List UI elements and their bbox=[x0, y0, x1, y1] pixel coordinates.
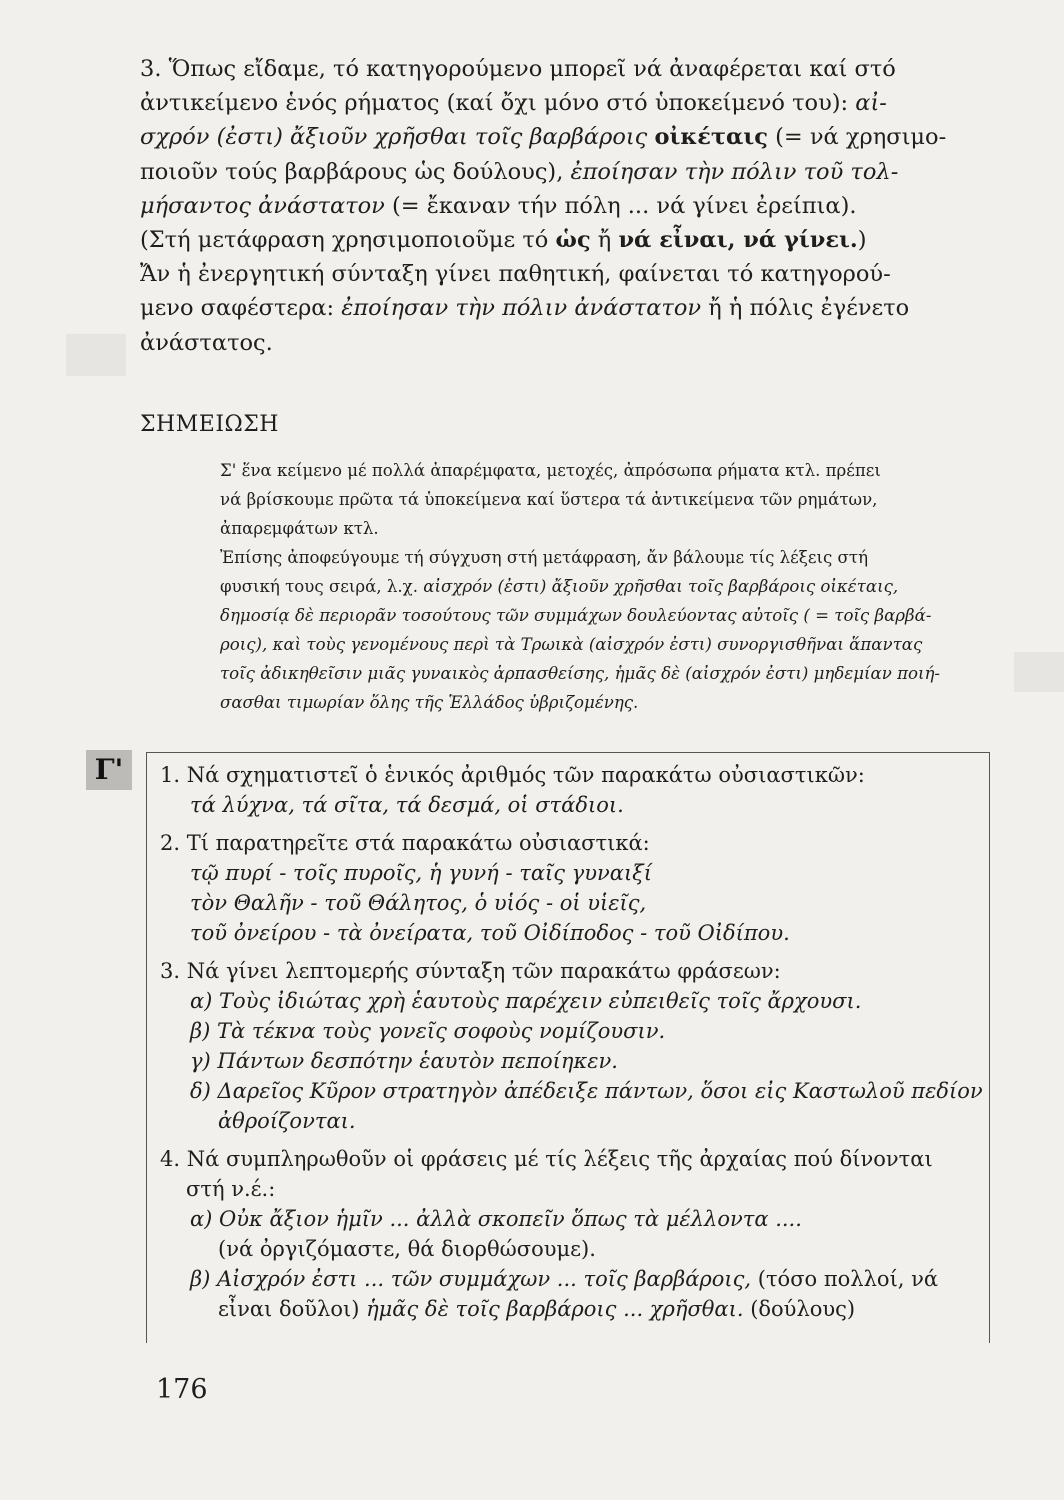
note-line: σασθαι τιμωρίαν ὅλης τῆς Ἑλλάδος ὑβριζομένης. bbox=[220, 693, 639, 712]
text-line: (Στή μετάφραση χρησιμοποιοῦμε τό ὡς ἤ νά εἶναι, νά γίνει.) bbox=[140, 227, 867, 254]
exercise-line: β) Αἰσχρόν ἐστι ... τῶν συμμάχων ... τοῖς βαρβάροις, (τόσο πολλοί, νά bbox=[190, 1267, 939, 1291]
text-line: ποιοῦν τούς βαρβάρους ὡς δούλους), ἐποίησαν τὴν πόλιν τοῦ τολ- bbox=[140, 158, 899, 185]
text-line: ἀντικείμενο ἑνός ρήματος (καί ὄχι μόνο στό ὑποκείμενό του): αἰ- bbox=[140, 90, 887, 117]
text-line: ἀνάστατος. bbox=[140, 329, 273, 356]
text-line: μήσαντος ἀνάστατον (= ἔκαναν τήν πόλη ... νά γίνει ἐρείπια). bbox=[140, 192, 857, 219]
exercise-line: γ) Πάντων δεσπότην ἑαυτὸν πεποίηκεν. bbox=[190, 1049, 618, 1073]
exercise-question: 4. Νά συμπληρωθοῦν οἱ φράσεις μέ τίς λέξεις τῆς ἀρχαίας πού δίνονται bbox=[160, 1147, 933, 1171]
note-line: νά βρίσκουμε πρῶτα τά ὑποκείμενα καί ὕστερα τά ἀντικείμενα τῶν ρημάτων, bbox=[220, 490, 878, 509]
note-line: Σ' ἕνα κείμενο μέ πολλά ἀπαρέμφατα, μετοχές, ἀπρόσωπα ρήματα κτλ. πρέπει bbox=[220, 461, 881, 480]
text-line: μενο σαφέστερα: ἐποίησαν τὴν πόλιν ἀνάστατον ἤ ἡ πόλις ἐγένετο bbox=[140, 295, 910, 322]
text-line: 3. Ὅπως εἴδαμε, τό κατηγορούμενο μπορεῖ νά ἀναφέρεται καί στό bbox=[140, 56, 896, 82]
text-line: σχρόν (ἐστι) ἄξιοῦν χρῆσθαι τοῖς βαρβάροις οἰκέταις (= νά χρησιμο- bbox=[140, 124, 947, 151]
note-line: Ἐπίσης ἀποφεύγουμε τή σύγχυση στή μετάφραση, ἄν βάλουμε τίς λέξεις στή bbox=[220, 548, 869, 567]
note-line: ἀπαρεμφάτων κτλ. bbox=[220, 519, 379, 538]
exercise-line: τῷ πυρί - τοῖς πυροῖς, ἡ γυνή - ταῖς γυναιξί bbox=[190, 861, 652, 885]
exercise-line: α) Τοὺς ἰδιώτας χρὴ ἑαυτοὺς παρέχειν εὐπειθεῖς τοῖς ἄρχουσι. bbox=[190, 989, 862, 1013]
exercise-4 bbox=[160, 1144, 990, 1324]
exercise-line: τοῦ ὀνείρου - τὰ ὀνείρατα, τοῦ Οἰδίποδος - τοῦ Οἰδίπου. bbox=[190, 921, 790, 945]
predicate-explanation bbox=[140, 52, 1002, 360]
note-body bbox=[220, 456, 1010, 717]
exercise-question: 2. Τί παρατηρεῖτε στά παρακάτω οὐσιαστικά: bbox=[160, 831, 650, 855]
note-line: ροις), καὶ τοὺς γενομένους περὶ τὰ Τρωικὰ (αἰσχρόν ἐστι) συνοργισθῆναι ἅπαντας bbox=[220, 635, 923, 654]
exercises bbox=[160, 760, 990, 1332]
exercise-line: δ) Δαρεῖος Κῦρον στρατηγὸν ἀπέδειξε πάντων, ὅσοι εἰς Καστωλοῦ πεδίον bbox=[190, 1079, 983, 1103]
exercise-question: στή ν.έ.: bbox=[186, 1177, 276, 1201]
text-line: Ἄν ἡ ἐνεργητική σύνταξη γίνει παθητική, φαίνεται τό κατηγορού- bbox=[140, 261, 891, 288]
exercise-line: εἶναι δοῦλοι) ἡμᾶς δὲ τοῖς βαρβάροις ... χρῆσθαι. (δούλους) bbox=[218, 1297, 856, 1321]
exercise-line: ἀθροίζονται. bbox=[218, 1109, 356, 1133]
note-line: τοῖς ἀδικηθεῖσιν μιᾶς γυναικὸς ἁρπασθείσης, ἡμᾶς δὲ (αἰσχρόν ἐστι) μηδεμίαν ποιή- bbox=[220, 664, 941, 683]
bleed-through-shading bbox=[1014, 652, 1064, 692]
bleed-through-shading bbox=[66, 334, 126, 376]
exercise-1 bbox=[160, 760, 990, 820]
note-line: δημοσίᾳ δὲ περιορᾶν τοσούτους τῶν συμμάχων δουλεύοντας αὐτοῖς ( = τοῖς βαρβά- bbox=[220, 606, 932, 625]
exercise-question: 1. Νά σχηματιστεῖ ὁ ἑνικός ἀριθμός τῶν παρακάτω οὐσιαστικῶν: bbox=[160, 763, 865, 787]
exercise-3 bbox=[160, 956, 990, 1136]
exercise-line: τά λύχνα, τά σῖτα, τά δεσμά, οἱ στάδιοι. bbox=[190, 793, 624, 817]
exercise-line: (νά ὀργιζόμαστε, θά διορθώσουμε). bbox=[218, 1237, 596, 1261]
exercise-line: α) Οὐκ ἄξιον ἡμῖν ... ἀλλὰ σκοπεῖν ὅπως τὰ μέλλοντα .... bbox=[190, 1207, 802, 1231]
exercise-line: τὸν Θαλῆν - τοῦ Θάλητος, ὁ υἱός - οἱ υἱεῖς, bbox=[190, 891, 647, 915]
section-label: Γ' bbox=[86, 750, 132, 790]
note-line: φυσική τους σειρά, λ.χ. αἰσχρόν (ἐστι) ἄξιοῦν χρῆσθαι τοῖς βαρβάροις οἰκέταις, bbox=[220, 577, 899, 596]
exercise-2 bbox=[160, 828, 990, 948]
page-number: 176 bbox=[156, 1374, 208, 1405]
exercise-question: 3. Νά γίνει λεπτομερής σύνταξη τῶν παρακάτω φράσεων: bbox=[160, 959, 781, 983]
note-heading: ΣΗΜΕΙΩΣΗ bbox=[140, 412, 279, 437]
exercise-line: β) Τὰ τέκνα τοὺς γονεῖς σοφοὺς νομίζουσιν. bbox=[190, 1019, 666, 1043]
